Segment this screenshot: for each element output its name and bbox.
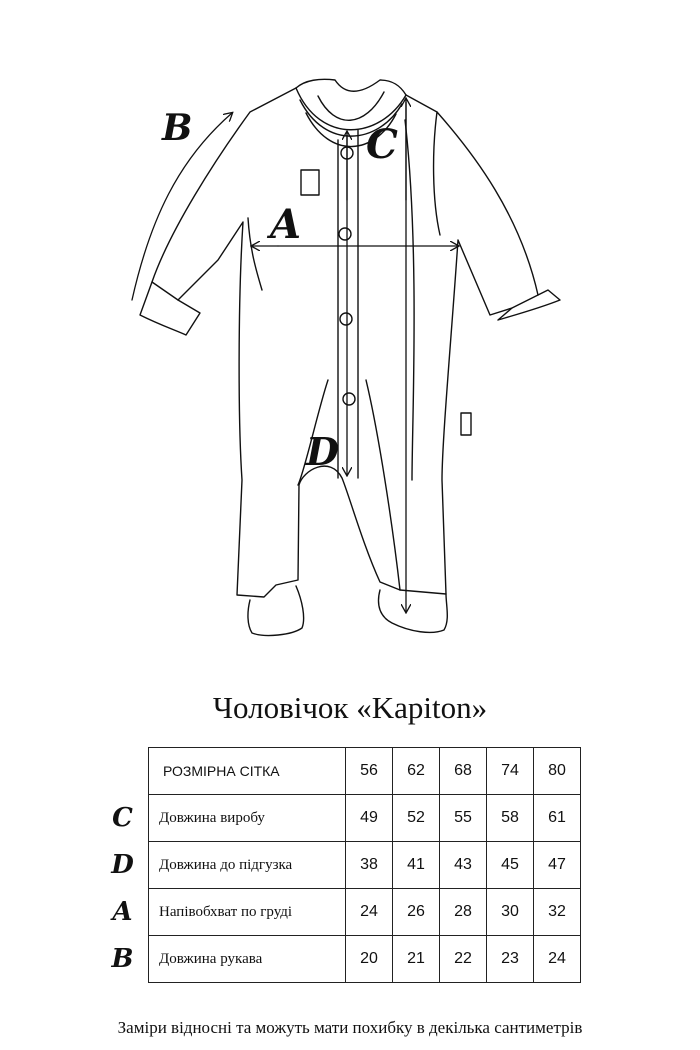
- row-label: Довжина виробу: [149, 795, 346, 842]
- table-row: [149, 842, 581, 889]
- row-letter-d: D: [111, 849, 134, 880]
- value-cell: 58: [487, 795, 534, 842]
- size-cell: 74: [487, 748, 534, 795]
- table-row: [149, 889, 581, 936]
- left-cuff: [140, 282, 200, 335]
- row-label: Напівобхват по груді: [149, 889, 346, 936]
- table-row: [149, 936, 581, 983]
- right-cuff: [498, 290, 560, 320]
- value-cell: 41: [393, 842, 440, 889]
- value-cell: 55: [440, 795, 487, 842]
- letter-d: D: [306, 429, 339, 474]
- left-foot: [248, 586, 304, 635]
- value-cell: 23: [487, 936, 534, 983]
- size-grid-header: РОЗМІРНА СІТКА: [149, 748, 346, 795]
- size-cell: 68: [440, 748, 487, 795]
- size-cell: 56: [346, 748, 393, 795]
- size-table: [148, 747, 581, 983]
- letter-c: C: [366, 121, 398, 168]
- table-header-row: [149, 748, 581, 795]
- side-tag: [461, 413, 471, 435]
- value-cell: 30: [487, 889, 534, 936]
- product-title: Чоловічок «Kapiton»: [212, 690, 488, 725]
- value-cell: 38: [346, 842, 393, 889]
- row-letters: [100, 747, 145, 982]
- value-cell: 22: [440, 936, 487, 983]
- row-letter-b: B: [111, 943, 134, 974]
- value-cell: 45: [487, 842, 534, 889]
- row-letter-c: C: [112, 802, 133, 833]
- size-cell: 62: [393, 748, 440, 795]
- row-label: Довжина до підгузка: [149, 842, 346, 889]
- letter-a: A: [270, 201, 302, 248]
- value-cell: 26: [393, 889, 440, 936]
- value-cell: 49: [346, 795, 393, 842]
- size-cell: 80: [534, 748, 581, 795]
- right-foot: [379, 590, 448, 632]
- value-cell: 61: [534, 795, 581, 842]
- romper-body-outline: [152, 88, 538, 597]
- value-cell: 24: [534, 936, 581, 983]
- button-4: [343, 393, 355, 405]
- value-cell: 47: [534, 842, 581, 889]
- letter-b: B: [162, 107, 193, 149]
- row-label: Довжина рукава: [149, 936, 346, 983]
- table-row: [149, 795, 581, 842]
- button-3: [340, 313, 352, 325]
- value-cell: 21: [393, 936, 440, 983]
- measurement-disclaimer: Заміри відносні та можуть мати похибку в декілька сантиметрів: [117, 1018, 583, 1037]
- value-cell: 52: [393, 795, 440, 842]
- value-cell: 20: [346, 936, 393, 983]
- button-2: [339, 228, 351, 240]
- value-cell: 28: [440, 889, 487, 936]
- left-side-seam: [248, 218, 262, 290]
- value-cell: 43: [440, 842, 487, 889]
- right-side-seam: [434, 112, 440, 235]
- chest-label: [301, 170, 319, 195]
- row-letter-a: A: [112, 896, 133, 927]
- value-cell: 24: [346, 889, 393, 936]
- value-cell: 32: [534, 889, 581, 936]
